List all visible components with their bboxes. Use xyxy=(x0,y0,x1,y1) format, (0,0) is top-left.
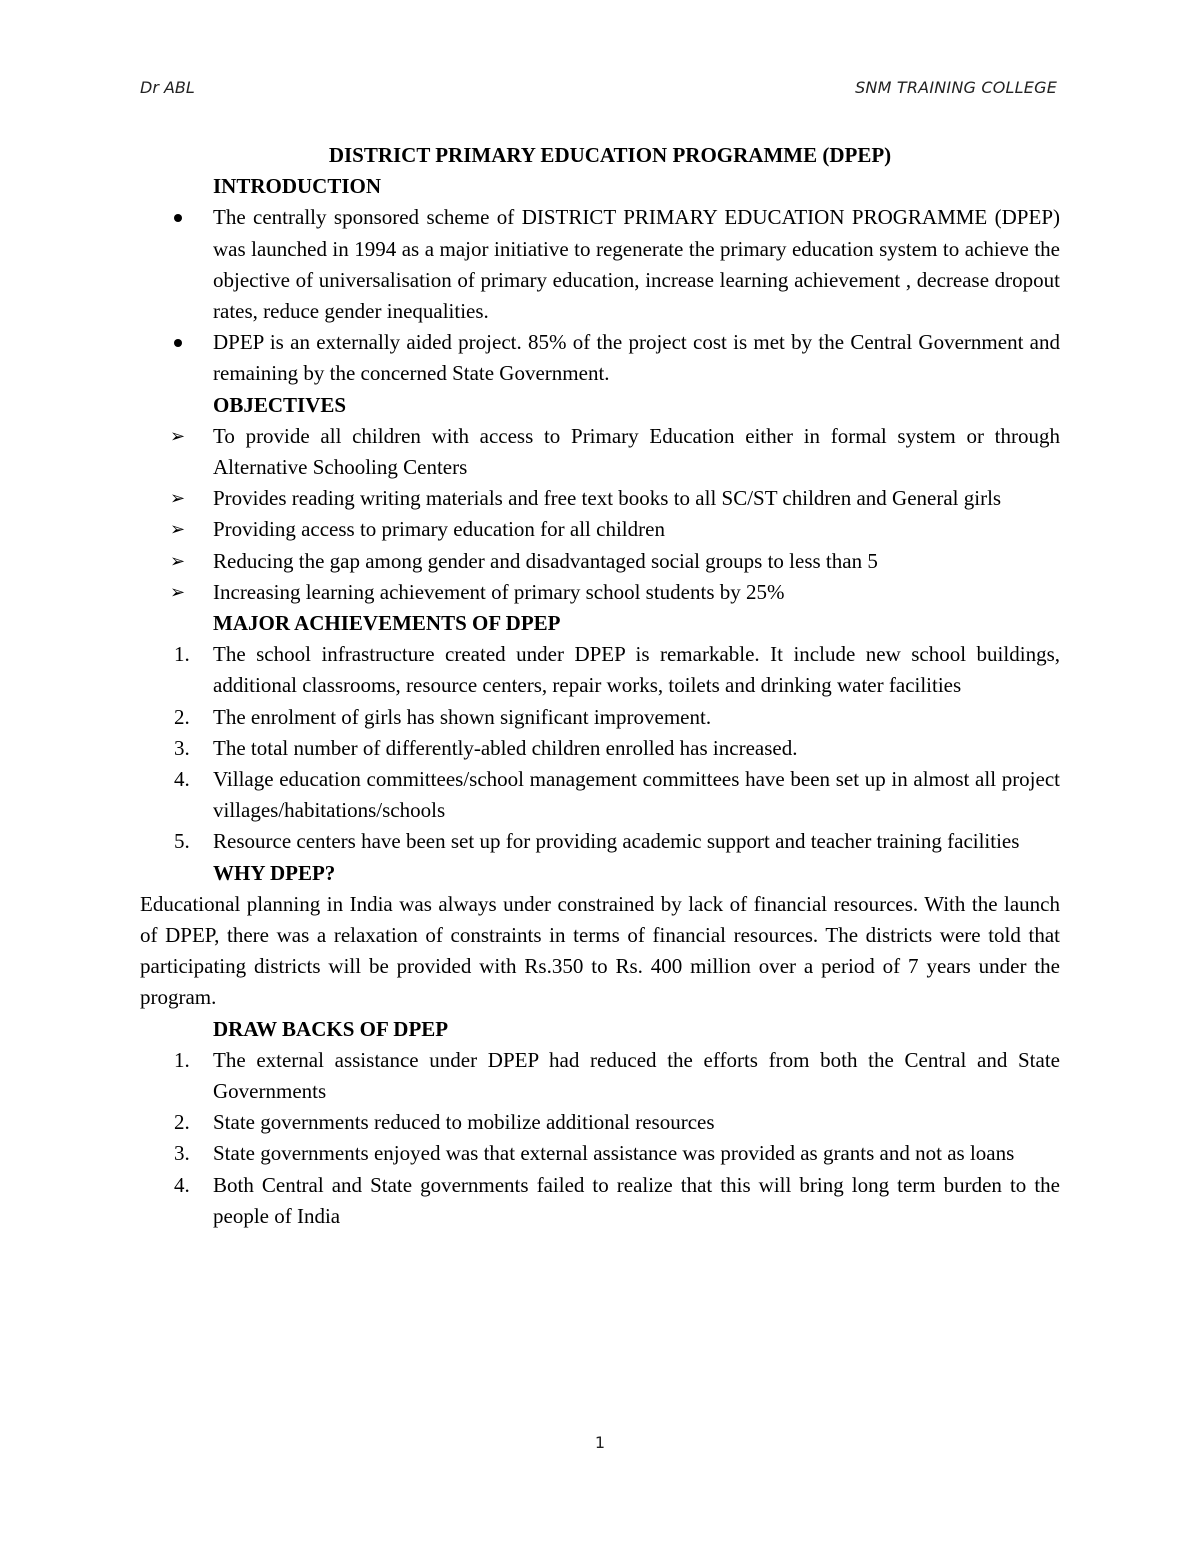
list-item xyxy=(140,421,1060,483)
list-item xyxy=(140,546,1060,577)
achievements-heading: MAJOR ACHIEVEMENTS OF DPEP xyxy=(213,611,561,635)
list-number: 1. xyxy=(174,1047,190,1072)
arrow-bullet-icon: ➢ xyxy=(170,488,186,510)
list-item-text: Resource centers have been set up for providing academic support and teacher training facilities xyxy=(213,829,1020,854)
list-item-text: State governments reduced to mobilize additional resources xyxy=(213,1110,715,1135)
list-item xyxy=(140,327,1060,389)
document-body xyxy=(140,140,1060,1232)
achievements-list xyxy=(140,639,1060,857)
objectives-heading: OBJECTIVES xyxy=(213,392,347,417)
list-item-text: To provide all children with access to Primary Education either in formal system or through Alternative Schooling Centers xyxy=(213,423,1060,479)
list-item xyxy=(140,733,1060,764)
arrow-bullet-icon: ➢ xyxy=(170,581,186,603)
header-institution: SNM TRAINING COLLEGE xyxy=(855,78,1057,97)
list-item-text: Increasing learning achievement of primary school students by 25% xyxy=(213,579,785,604)
list-item-text: The enrolment of girls has shown significant improvement. xyxy=(213,704,712,729)
arrow-bullet-icon: ➢ xyxy=(170,550,186,572)
list-item-text: Both Central and State governments failed to realize that this will bring long term burden to the people of India xyxy=(213,1172,1060,1228)
list-number: 4. xyxy=(174,1172,190,1197)
introduction-heading: INTRODUCTION xyxy=(213,174,382,199)
list-item xyxy=(140,1107,1060,1138)
list-number: 5. xyxy=(174,829,190,854)
why-heading: WHY DPEP? xyxy=(213,860,336,885)
list-item-text: The school infrastructure created under DPEP is remarkable. It include new school buildings, additional classrooms, resource centers, repair works, toilets and drinking water facilities xyxy=(213,642,1060,698)
why-paragraph: Educational planning in India was always under constrained by lack of financial resources. With the launch of DPEP, there was a relaxation of constraints in terms of financial resources. The districts were told that participating districts will be provided with Rs.350 to Rs. 400 million over a period of 7 years under the program. xyxy=(140,891,1060,1010)
objectives-list xyxy=(140,421,1060,608)
arrow-bullet-icon: ➢ xyxy=(170,425,186,447)
list-number: 2. xyxy=(174,704,190,729)
bullet-icon xyxy=(174,214,182,222)
page-header xyxy=(140,72,1057,102)
header-author: Dr ABL xyxy=(140,78,195,97)
list-item-text: The centrally sponsored scheme of DISTRICT PRIMARY EDUCATION PROGRAMME (DPEP) was launched in 1994 as a major initiative to regenerate the primary education system to achieve the objective of universalisation of primary education, increase learning achievement , decrease dropout rates, reduce gender inequalities. xyxy=(213,205,1060,323)
document-title: DISTRICT PRIMARY EDUCATION PROGRAMME (DPEP) xyxy=(328,143,892,167)
list-number: 3. xyxy=(174,1141,190,1166)
list-item-text: The total number of differently-abled children enrolled has increased. xyxy=(213,735,798,760)
arrow-bullet-icon: ➢ xyxy=(170,519,186,541)
list-item xyxy=(140,826,1060,857)
list-item xyxy=(140,1138,1060,1169)
list-number: 4. xyxy=(174,767,190,791)
bullet-icon xyxy=(174,339,182,347)
introduction-list xyxy=(140,202,1060,389)
list-item xyxy=(140,577,1060,608)
list-item xyxy=(140,483,1060,514)
list-item-text: Providing access to primary education for all children xyxy=(213,517,665,542)
list-item-text: Village education committees/school management committees have been set up in almost all project villages/habitations/schools xyxy=(213,767,1060,823)
list-item xyxy=(140,639,1060,701)
list-number: 2. xyxy=(174,1110,190,1135)
list-item xyxy=(140,764,1060,826)
list-item xyxy=(140,702,1060,733)
list-item xyxy=(140,202,1060,327)
list-item xyxy=(140,1045,1060,1107)
list-number: 3. xyxy=(174,735,190,760)
list-item xyxy=(140,514,1060,545)
page-number: 1 xyxy=(594,1433,606,1452)
list-item-text: The external assistance under DPEP had reduced the efforts from both the Central and State Governments xyxy=(213,1047,1060,1103)
list-item-text: State governments enjoyed was that external assistance was provided as grants and not as loans xyxy=(213,1141,1015,1166)
list-number: 1. xyxy=(174,642,190,667)
list-item-text: Reducing the gap among gender and disadvantaged social groups to less than 5 xyxy=(213,548,878,573)
list-item xyxy=(140,1170,1060,1232)
drawbacks-heading: DRAW BACKS OF DPEP xyxy=(213,1016,449,1041)
list-item-text: Provides reading writing materials and free text books to all SC/ST children and General girls xyxy=(213,486,1002,511)
drawbacks-list xyxy=(140,1045,1060,1232)
list-item-text: DPEP is an externally aided project. 85% of the project cost is met by the Central Government and remaining by the concerned State Government. xyxy=(213,330,1060,386)
